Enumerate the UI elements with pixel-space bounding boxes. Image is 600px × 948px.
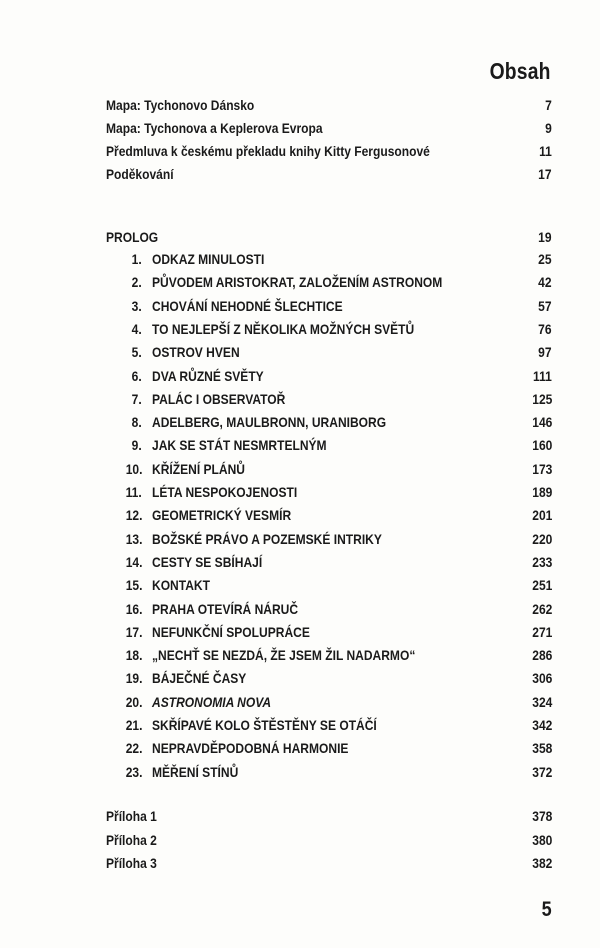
toc-chapter-row — [106, 762, 552, 782]
toc-entry-page: 173 — [531, 460, 552, 477]
chapter-number: 14. — [125, 553, 142, 570]
toc-entry-title: DVA RŮZNÉ SVĚTY — [152, 367, 264, 384]
toc-entry-page: 17 — [538, 166, 552, 183]
toc-entry-title: PROLOG — [106, 229, 159, 245]
toc-chapter-row — [106, 552, 552, 572]
toc-row — [106, 806, 552, 826]
chapter-number: 22. — [125, 740, 142, 757]
toc-entry-page: 380 — [531, 831, 552, 848]
chapter-number: 3. — [131, 297, 142, 314]
toc-entry-page: 251 — [531, 577, 552, 594]
toc-entry-title: Mapa: Tychonova a Keplerova Evropa — [106, 120, 323, 137]
toc-chapter-row — [106, 668, 552, 688]
toc-entry-page: 342 — [531, 717, 552, 733]
toc-chapter-row — [106, 599, 552, 619]
toc-entry-title: NEFUNKČNÍ SPOLUPRÁCE — [152, 623, 310, 640]
chapter-number: 5. — [131, 344, 142, 361]
toc-chapter-row — [106, 505, 552, 525]
toc-entry-page: 220 — [531, 530, 552, 547]
toc-entry-page: 97 — [538, 344, 552, 361]
toc-entry-page: 76 — [538, 320, 552, 337]
chapter-number: 13. — [125, 530, 142, 547]
toc-row — [106, 118, 552, 138]
toc-row — [106, 853, 552, 873]
toc-chapter-row — [106, 692, 552, 712]
toc-entry-title: MĚŘENÍ STÍNŮ — [152, 763, 239, 780]
toc-chapter-row — [106, 529, 552, 549]
chapter-number: 1. — [131, 251, 142, 267]
toc-entry-title: CHOVÁNÍ NEHODNÉ ŠLECHTICE — [152, 297, 343, 314]
chapter-number: 8. — [131, 414, 142, 431]
toc-entry-page: 42 — [538, 274, 552, 291]
chapter-number: 11. — [125, 484, 142, 500]
toc-entry-title: PŮVODEM ARISTOKRAT, ZALOŽENÍM ASTRONOM — [152, 274, 443, 291]
chapter-number: 23. — [125, 763, 142, 780]
chapter-number: 9. — [131, 437, 142, 454]
chapter-number: 18. — [125, 647, 142, 664]
toc-entry-title: Příloha 2 — [106, 831, 157, 848]
chapter-number: 4. — [131, 320, 142, 337]
toc-entry-title: Příloha 3 — [106, 855, 157, 871]
toc-entry-page: 19 — [538, 229, 552, 245]
toc-entry-page: 233 — [531, 553, 552, 570]
toc-entry-title: ASTRONOMIA NOVA — [152, 693, 272, 710]
toc-row — [106, 164, 552, 184]
toc-entry-title: SKŘÍPAVÉ KOLO ŠTĚSTĚNY SE OTÁČÍ — [152, 717, 377, 733]
toc-entry-page: 378 — [531, 808, 552, 824]
toc-entry-title: „NECHŤ SE NEZDÁ, ŽE JSEM ŽIL NADARMO“ — [152, 647, 416, 664]
toc-chapter-row — [106, 249, 552, 269]
toc-chapter-row — [106, 645, 552, 665]
toc-chapter-row — [106, 366, 552, 386]
toc-chapter-row — [106, 319, 552, 339]
toc-entry-page: 262 — [531, 600, 552, 617]
toc-entry-page: 57 — [538, 297, 552, 314]
toc-entry-title: Mapa: Tychonovo Dánsko — [106, 97, 255, 113]
toc-entry-title: CESTY SE SBÍHAJÍ — [152, 553, 263, 570]
toc-row — [106, 95, 552, 115]
toc-row — [106, 141, 552, 161]
toc-chapter-row — [106, 575, 552, 595]
toc-entry-title: BÁJEČNÉ ČASY — [152, 670, 247, 687]
chapter-number: 2. — [131, 274, 142, 291]
chapter-number: 10. — [125, 460, 142, 477]
toc-entry-page: 286 — [531, 647, 552, 664]
toc-entry-page: 160 — [531, 437, 552, 454]
toc-entry-page: 324 — [531, 693, 552, 710]
toc-chapter-row — [106, 459, 552, 479]
toc-entry-page: 189 — [531, 484, 552, 500]
chapter-number: 7. — [131, 390, 142, 407]
toc-entry-page: 111 — [533, 367, 552, 384]
chapter-number: 17. — [125, 623, 142, 640]
toc-entry-title: OSTROV HVEN — [152, 344, 240, 361]
toc-row — [106, 227, 552, 247]
page-heading: Obsah — [490, 58, 551, 84]
toc-row — [106, 830, 552, 850]
toc-entry-title: GEOMETRICKÝ VESMÍR — [152, 507, 292, 524]
toc-entry-title: Příloha 1 — [106, 808, 157, 824]
chapter-number: 16. — [125, 600, 142, 617]
toc-entry-page: 271 — [531, 623, 552, 640]
toc-entry-title: Předmluva k českému překladu knihy Kitty Fergusonové — [106, 143, 430, 160]
chapter-number: 20. — [125, 693, 142, 710]
toc-entry-title: PALÁC I OBSERVATOŘ — [152, 390, 286, 407]
toc-entry-title: KONTAKT — [152, 577, 210, 594]
toc-entry-page: 201 — [531, 507, 552, 524]
toc-entry-page: 382 — [531, 855, 552, 871]
toc-entry-page: 25 — [538, 251, 552, 267]
toc-chapter-row — [106, 738, 552, 758]
toc-entry-title: KŘÍŽENÍ PLÁNŮ — [152, 460, 245, 477]
toc-entry-page: 306 — [531, 670, 552, 687]
chapter-number: 19. — [125, 670, 142, 687]
toc-entry-title: ODKAZ MINULOSTI — [152, 251, 265, 267]
toc-chapter-row — [106, 622, 552, 642]
toc-chapter-row — [106, 435, 552, 455]
toc-entry-page: 9 — [545, 120, 552, 137]
toc-entry-title: JAK SE STÁT NESMRTELNÝM — [152, 437, 327, 454]
toc-chapter-row — [106, 342, 552, 362]
chapter-number: 6. — [131, 367, 142, 384]
toc-chapter-row — [106, 272, 552, 292]
chapter-number: 12. — [125, 507, 142, 524]
toc-chapter-row — [106, 296, 552, 316]
toc-chapter-row — [106, 482, 552, 502]
toc-chapter-row — [106, 389, 552, 409]
page-number: 5 — [541, 898, 552, 921]
toc-entry-page: 125 — [531, 390, 552, 407]
toc-entry-title: TO NEJLEPŠÍ Z NĚKOLIKA MOŽNÝCH SVĚTŮ — [152, 320, 415, 337]
toc-entry-title: NEPRAVDĚPODOBNÁ HARMONIE — [152, 740, 349, 757]
chapter-number: 21. — [125, 717, 142, 733]
toc-entry-title: LÉTA NESPOKOJENOSTI — [152, 484, 298, 500]
toc-entry-title: ADELBERG, MAULBRONN, URANIBORG — [152, 414, 387, 431]
chapter-number: 15. — [125, 577, 142, 594]
toc-entry-page: 358 — [531, 740, 552, 757]
toc-entry-page: 7 — [545, 97, 552, 113]
toc-entry-page: 146 — [531, 414, 552, 431]
toc-entry-page: 372 — [531, 763, 552, 780]
toc-entry-page: 11 — [539, 143, 552, 160]
toc-entry-title: PRAHA OTEVÍRÁ NÁRUČ — [152, 600, 299, 617]
toc-entry-title: Poděkování — [106, 166, 174, 183]
toc-chapter-row — [106, 412, 552, 432]
toc-chapter-row — [106, 715, 552, 735]
toc-entry-title: BOŽSKÉ PRÁVO A POZEMSKÉ INTRIKY — [152, 530, 382, 547]
